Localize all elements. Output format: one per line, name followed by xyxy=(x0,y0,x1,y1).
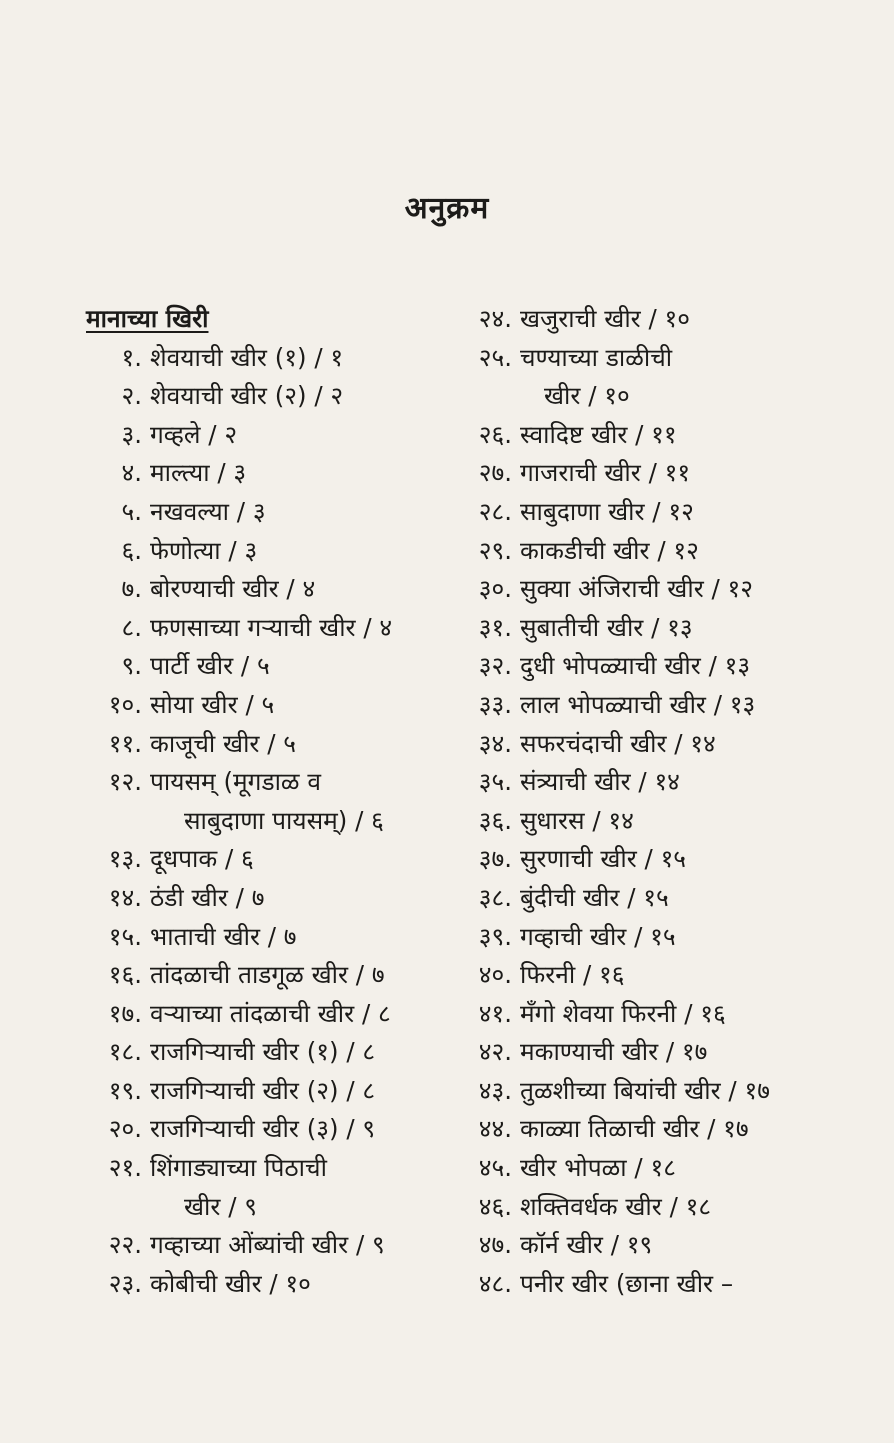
toc-entry-number: ६. xyxy=(121,535,142,565)
toc-entry-title: शेवयाची खीर (१) / १ xyxy=(150,342,344,372)
toc-entry xyxy=(86,918,456,957)
toc-entry xyxy=(86,840,456,879)
toc-entry-title: सुबातीची खीर / १३ xyxy=(520,612,693,642)
toc-entry xyxy=(86,339,456,378)
toc-entry xyxy=(464,609,884,648)
toc-entry xyxy=(86,609,456,648)
toc-entry-title: सुरणाची खीर / १५ xyxy=(520,844,687,874)
toc-entry-number: ४२. xyxy=(478,1037,512,1067)
page-title: अनुक्रम xyxy=(404,191,490,226)
toc-entry xyxy=(86,686,456,725)
toc-entry xyxy=(86,647,456,686)
toc-entry-number: २. xyxy=(121,381,142,411)
toc-entry-number: २२. xyxy=(108,1230,142,1260)
toc-entry-number: ४०. xyxy=(478,960,512,990)
toc-entry-title: साबुदाणा खीर / १२ xyxy=(520,496,694,526)
toc-entry xyxy=(464,1110,884,1149)
toc-entry xyxy=(464,840,884,879)
toc-entry-title: गव्हाची खीर / १५ xyxy=(520,921,676,951)
toc-entry xyxy=(464,763,884,802)
toc-entry xyxy=(464,995,884,1034)
toc-entry-title: स्वादिष्ट खीर / ११ xyxy=(520,419,677,449)
toc-entry-title: संत्र्याची खीर / १४ xyxy=(520,767,680,797)
toc-entry-title: काकडीची खीर / १२ xyxy=(520,535,699,565)
toc-right-column xyxy=(464,300,884,1303)
toc-entry-title: सफरचंदाची खीर / १४ xyxy=(520,728,716,758)
toc-entry xyxy=(86,1033,456,1072)
toc-entry-title-continued: साबुदाणा पायसम्) / ६ xyxy=(184,805,384,835)
section-heading-row xyxy=(86,300,456,339)
toc-entry-title: नखवल्या / ३ xyxy=(150,496,266,526)
toc-entry-number: ३२. xyxy=(478,651,512,681)
toc-entry-title: मकाण्याची खीर / १७ xyxy=(520,1037,708,1067)
toc-entry-number: ४८. xyxy=(478,1268,512,1298)
toc-entry-title: सुक्या अंजिराची खीर / १२ xyxy=(520,574,754,604)
toc-entry xyxy=(86,1110,456,1149)
toc-entry-number: १९. xyxy=(108,1075,142,1105)
toc-entry xyxy=(464,1188,884,1227)
toc-entry xyxy=(464,725,884,764)
toc-entry-number: ३८. xyxy=(478,882,512,912)
toc-entry xyxy=(86,454,456,493)
toc-entry xyxy=(464,956,884,995)
toc-entry-title: पार्टी खीर / ५ xyxy=(150,651,270,681)
toc-entry-title: फेणोत्या / ३ xyxy=(150,535,258,565)
toc-entry-title: खीर भोपळा / १८ xyxy=(520,1153,676,1183)
toc-entry xyxy=(86,763,456,802)
toc-entry-number: ४६. xyxy=(478,1191,512,1221)
toc-entry-title: सुधारस / १४ xyxy=(520,805,634,835)
toc-entry-number: २१. xyxy=(108,1153,142,1183)
toc-entry xyxy=(86,725,456,764)
toc-entry-title: शेवयाची खीर (२) / २ xyxy=(150,381,344,411)
toc-entry-number: २३. xyxy=(108,1268,142,1298)
toc-entry-title: भाताची खीर / ७ xyxy=(150,921,297,951)
toc-entry-number: २७. xyxy=(478,458,512,488)
toc-entry-number: ३९. xyxy=(478,921,512,951)
toc-entry-number: १. xyxy=(121,342,142,372)
toc-entry-number: २०. xyxy=(108,1114,142,1144)
toc-entry-title: मँगो शेवया फिरनी / १६ xyxy=(520,998,726,1028)
toc-entry-continuation xyxy=(86,802,456,841)
toc-entry-number: ४. xyxy=(121,458,142,488)
toc-entry-title: चण्याच्या डाळीची xyxy=(520,342,673,372)
toc-entry-number: २९. xyxy=(478,535,512,565)
toc-entry-title: लाल भोपळ्याची खीर / १३ xyxy=(520,689,756,719)
toc-entry-number: ४५. xyxy=(478,1153,512,1183)
toc-entry xyxy=(86,570,456,609)
toc-entry xyxy=(86,879,456,918)
toc-entry-number: ३. xyxy=(121,419,142,449)
toc-entry-number: १२. xyxy=(108,767,142,797)
toc-entry xyxy=(464,802,884,841)
toc-entry-number: ११. xyxy=(108,728,142,758)
toc-entry xyxy=(464,570,884,609)
toc-entry-number: ४३. xyxy=(478,1075,512,1105)
toc-entry xyxy=(464,879,884,918)
toc-entry-title: पनीर खीर (छाना खीर – xyxy=(520,1268,734,1298)
section-heading: मानाच्या खिरी xyxy=(86,304,209,333)
toc-entry-title: गाजराची खीर / ११ xyxy=(520,458,691,488)
toc-entry-number: २६. xyxy=(478,419,512,449)
toc-entry xyxy=(464,1072,884,1111)
toc-entry xyxy=(86,493,456,532)
toc-entry-number: ३६. xyxy=(478,805,512,835)
toc-right-list xyxy=(464,300,884,1303)
toc-entry-title: दूधपाक / ६ xyxy=(150,844,254,874)
toc-entry-title-continued: खीर / ९ xyxy=(184,1191,257,1221)
toc-entry-continuation xyxy=(86,1188,456,1227)
toc-entry xyxy=(86,1072,456,1111)
toc-left-column xyxy=(86,300,456,1303)
toc-entry xyxy=(464,918,884,957)
toc-entry-number: १६. xyxy=(108,960,142,990)
toc-entry-continuation xyxy=(464,377,884,416)
toc-entry-title: बोरण्याची खीर / ४ xyxy=(150,574,316,604)
toc-entry-number: ५. xyxy=(121,496,142,526)
toc-entry xyxy=(86,1226,456,1265)
toc-entry-title: खजुराची खीर / १० xyxy=(520,304,690,333)
toc-entry-number: २४. xyxy=(478,304,512,333)
toc-entry-number: ४१. xyxy=(478,998,512,1028)
toc-entry xyxy=(464,493,884,532)
toc-entry-number: ३०. xyxy=(478,574,512,604)
toc-entry-title: काळ्या तिळाची खीर / १७ xyxy=(520,1114,749,1144)
toc-entry xyxy=(464,300,884,339)
toc-entry xyxy=(464,686,884,725)
toc-entry xyxy=(464,339,884,378)
toc-entry xyxy=(86,1149,456,1188)
toc-entry-number: ८. xyxy=(121,612,142,642)
toc-entry-title: माल्त्या / ३ xyxy=(150,458,247,488)
toc-entry-title: फणसाच्या गऱ्याची खीर / ४ xyxy=(150,612,393,642)
toc-entry xyxy=(464,647,884,686)
toc-entry-title: काजूची खीर / ५ xyxy=(150,728,297,758)
toc-entry-title: कोबीची खीर / १० xyxy=(150,1268,311,1298)
toc-entry-number: ३४. xyxy=(478,728,512,758)
toc-entry-number: १३. xyxy=(108,844,142,874)
toc-entry xyxy=(86,995,456,1034)
toc-entry xyxy=(464,1226,884,1265)
toc-entry-number: १४. xyxy=(108,882,142,912)
toc-entry xyxy=(464,1265,884,1304)
toc-entry xyxy=(464,532,884,571)
toc-entry-title: राजगिऱ्याची खीर (२) / ८ xyxy=(150,1075,376,1105)
toc-entry xyxy=(464,1149,884,1188)
toc-entry xyxy=(464,454,884,493)
toc-entry-number: ४४. xyxy=(478,1114,512,1144)
toc-entry-number: ३५. xyxy=(478,767,512,797)
toc-entry xyxy=(86,377,456,416)
toc-entry-title: राजगिऱ्याची खीर (१) / ८ xyxy=(150,1037,376,1067)
toc-entry-title: तुळशीच्या बियांची खीर / १७ xyxy=(520,1075,770,1105)
toc-entry-title: ठंडी खीर / ७ xyxy=(150,882,265,912)
toc-entry-title: दुधी भोपळ्याची खीर / १३ xyxy=(520,651,751,681)
toc-entry xyxy=(464,416,884,455)
toc-left-list xyxy=(86,339,456,1304)
toc-entry-title: पायसम् (मूगडाळ व xyxy=(150,767,321,797)
toc-entry xyxy=(464,1033,884,1072)
toc-entry xyxy=(86,956,456,995)
toc-entry-title: गव्हले / २ xyxy=(150,419,238,449)
toc-entry-title: फिरनी / १६ xyxy=(520,960,625,990)
toc-entry xyxy=(86,1265,456,1304)
toc-entry-title: तांदळाची ताडगूळ खीर / ७ xyxy=(150,960,385,990)
toc-entry-title-continued: खीर / १० xyxy=(544,381,630,411)
toc-entry-number: १५. xyxy=(108,921,142,951)
toc-entry xyxy=(86,532,456,571)
toc-entry-number: ३७. xyxy=(478,844,512,874)
toc-entry-number: ३३. xyxy=(478,689,512,719)
toc-entry-number: १८. xyxy=(108,1037,142,1067)
toc-entry-number: ७. xyxy=(121,574,142,604)
toc-entry-title: गव्हाच्या ओंब्यांची खीर / ९ xyxy=(150,1230,385,1260)
toc-entry-number: २८. xyxy=(478,496,512,526)
toc-entry-title: सोया खीर / ५ xyxy=(150,689,275,719)
toc-entry-title: कॉर्न खीर / १९ xyxy=(520,1230,653,1260)
toc-entry-title: शक्तिवर्धक खीर / १८ xyxy=(520,1191,712,1221)
toc-entry-number: २५. xyxy=(478,342,512,372)
toc-entry-title: बुंदीची खीर / १५ xyxy=(520,882,669,912)
toc-entry-number: १०. xyxy=(108,689,142,719)
toc-entry-number: ४७. xyxy=(478,1230,512,1260)
toc-entry-number: ३१. xyxy=(478,612,512,642)
toc-entry-number: १७. xyxy=(108,998,142,1028)
toc-entry-title: राजगिऱ्याची खीर (३) / ९ xyxy=(150,1114,376,1144)
toc-entry-number: ९. xyxy=(121,651,142,681)
toc-entry xyxy=(86,416,456,455)
toc-entry-title: वऱ्याच्या तांदळाची खीर / ८ xyxy=(150,998,391,1028)
toc-entry-title: शिंगाड्याच्या पिठाची xyxy=(150,1153,327,1183)
